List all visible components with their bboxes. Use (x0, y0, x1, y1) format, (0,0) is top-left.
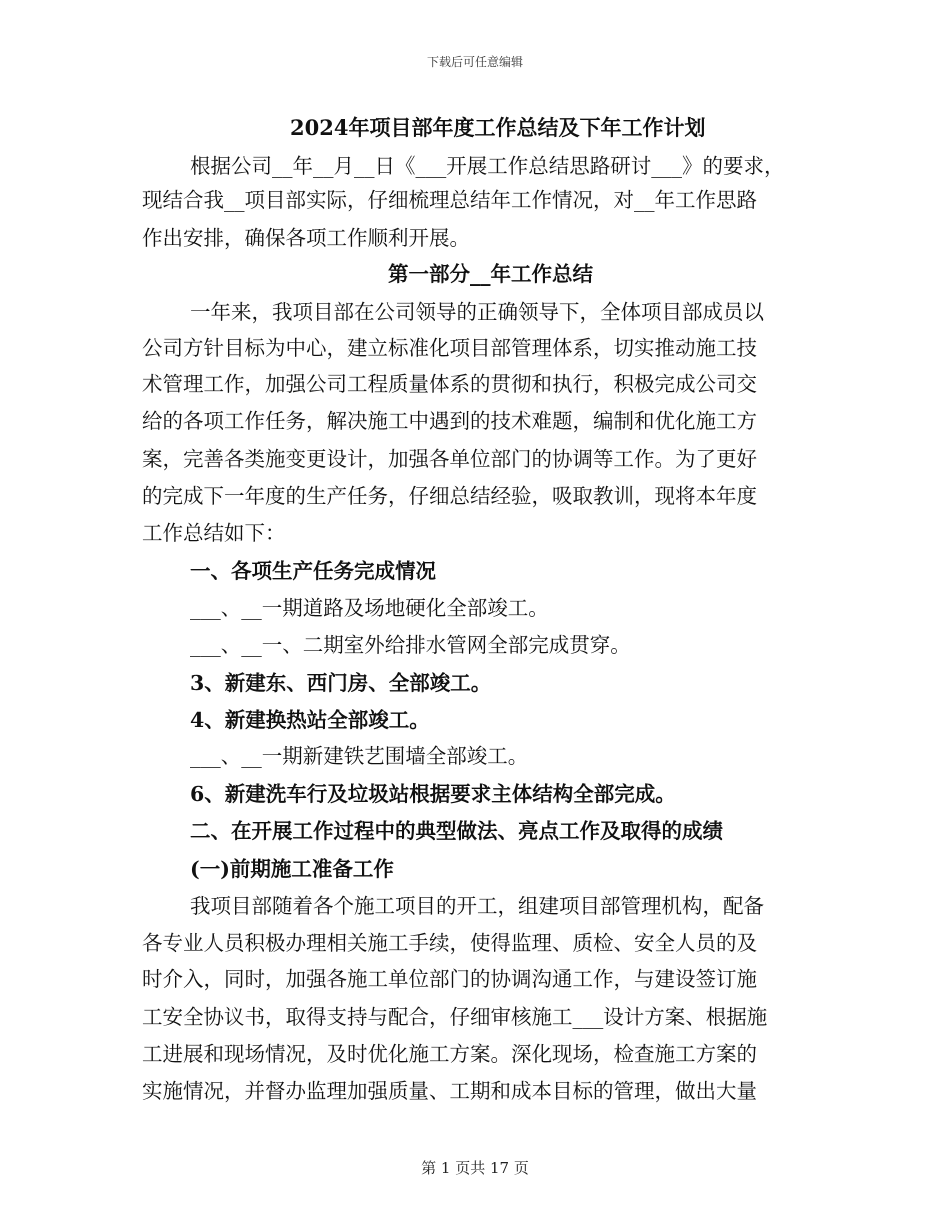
paragraph-line: 术管理工作，加强公司工程质量体系的贯彻和执行，积极完成公司交 (142, 372, 757, 396)
page-header: 下载后可任意编辑 (426, 55, 523, 69)
paragraph-line: 工进展和现场情况，及时优化施工方案。深化现场，检查施工方案的 (142, 1042, 757, 1066)
list-item: 6、新建洗车行及垃圾站根据要求主体结构全部完成。 (190, 782, 676, 806)
paragraph-line: 实施情况，并督办监理加强质量、工期和成本目标的管理，做出大量 (142, 1079, 757, 1103)
part1-heading: 第一部分__年工作总结 (388, 262, 593, 286)
list-item: ___、__一期新建铁艺围墙全部竣工。 (190, 744, 529, 768)
section1-heading: 一、各项生产任务完成情况 (190, 559, 436, 583)
list-item: ___、__一期道路及场地硬化全部竣工。 (190, 596, 549, 620)
intro-line: 根据公司__年__月__日《___开展工作总结思路研讨___》的要求， (190, 154, 785, 178)
page-footer: 第 1 页共 17 页 (421, 1159, 529, 1177)
subsection1-heading: (一)前期施工准备工作 (190, 857, 394, 881)
document-title: 2024年项目部年度工作总结及下年工作计划 (290, 115, 706, 140)
intro-line: 作出安排，确保各项工作顺利开展。 (142, 226, 470, 250)
paragraph-line: 的完成下一年度的生产任务，仔细总结经验，吸取教训，现将本年度 (142, 484, 757, 508)
intro-line: 现结合我__项目部实际，仔细梳理总结年工作情况，对__年工作思路 (142, 188, 757, 212)
paragraph-line: 各专业人员积极办理相关施工手续，使得监理、质检、安全人员的及 (142, 931, 757, 955)
section2-heading: 二、在开展工作过程中的典型做法、亮点工作及取得的成绩 (190, 819, 723, 843)
list-item: 4、新建换热站全部竣工。 (190, 708, 430, 732)
list-item: 3、新建东、西门房、全部竣工。 (190, 671, 492, 695)
paragraph-line: 工作总结如下： (142, 521, 286, 545)
paragraph-line: 案，完善各类施变更设计，加强各单位部门的协调等工作。为了更好 (142, 447, 757, 471)
paragraph-line: 我项目部随着各个施工项目的开工，组建项目部管理机构，配备 (190, 894, 764, 918)
list-item: ___、__一、二期室外给排水管网全部完成贯穿。 (190, 633, 631, 657)
paragraph-line: 给的各项工作任务，解决施工中遇到的技术难题，编制和优化施工方 (142, 409, 757, 433)
paragraph-line: 公司方针目标为中心，建立标准化项目部管理体系，切实推动施工技 (142, 336, 757, 360)
paragraph-line: 一年来，我项目部在公司领导的正确领导下，全体项目部成员以 (190, 300, 764, 324)
paragraph-line: 时介入，同时，加强各施工单位部门的协调沟通工作，与建设签订施 (142, 967, 757, 991)
paragraph-line: 工安全协议书，取得支持与配合，仔细审核施工___设计方案、根据施 (142, 1005, 768, 1029)
